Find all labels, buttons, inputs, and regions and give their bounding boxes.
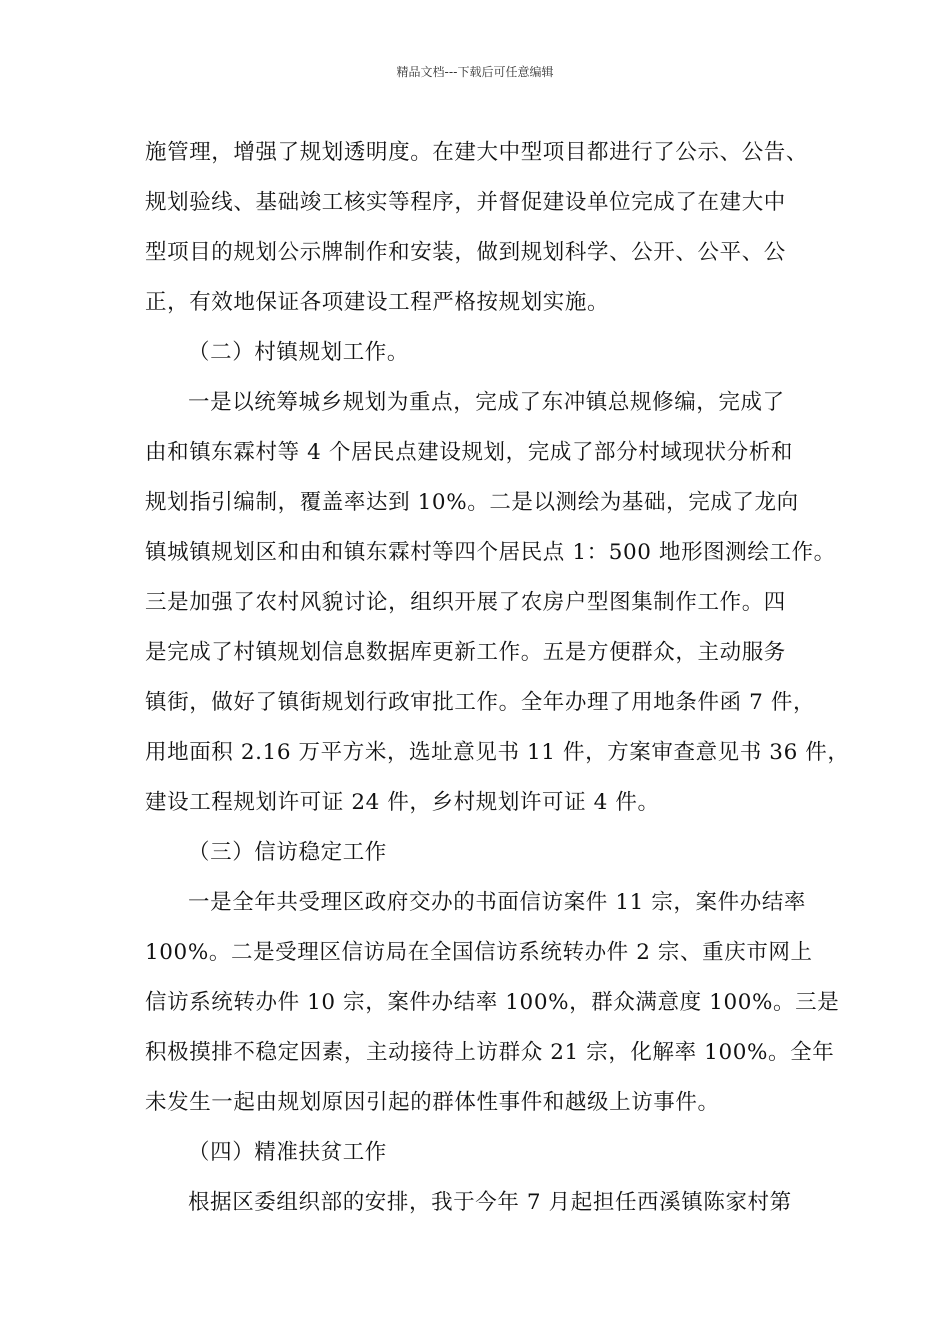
page-header: 精品文档---下载后可任意编辑	[396, 65, 554, 79]
text-line: 施管理，增强了规划透明度。在建大中型项目都进行了公示、公告、	[145, 140, 809, 165]
text-line: 根据区委组织部的安排，我于今年 7 月起担任西溪镇陈家村第	[188, 1190, 792, 1215]
text-line: 型项目的规划公示牌制作和安装，做到规划科学、公开、公平、公	[145, 240, 786, 265]
text-line: 三是加强了农村风貌讨论，组织开展了农房户型图集制作工作。四	[145, 590, 786, 615]
text-line: 未发生一起由规划原因引起的群体性事件和越级上访事件。	[145, 1090, 720, 1115]
text-line: （四）精准扶贫工作	[188, 1140, 387, 1165]
text-line: 积极摸排不稳定因素，主动接待上访群众 21 宗，化解率 100%。全年	[145, 1040, 835, 1065]
text-line: 镇城镇规划区和由和镇东霖村等四个居民点 1：500 地形图测绘工作。	[145, 540, 836, 565]
document-body	[145, 128, 850, 1228]
text-line: 用地面积 2.16 万平方米，选址意见书 11 件，方案审查意见书 36 件，	[145, 740, 850, 765]
text-line: 是完成了村镇规划信息数据库更新工作。五是方便群众，主动服务	[145, 640, 786, 665]
text-line: 由和镇东霖村等 4 个居民点建设规划，完成了部分村域现状分析和	[145, 440, 793, 465]
text-line: 镇街，做好了镇街规划行政审批工作。全年办理了用地条件函 7 件，	[145, 690, 816, 715]
text-line: 正，有效地保证各项建设工程严格按规划实施。	[145, 290, 610, 315]
text-line: 信访系统转办件 10 宗，案件办结率 100%，群众满意度 100%。三是	[145, 990, 840, 1015]
text-line: 规划指引编制，覆盖率达到 10%。二是以测绘为基础，完成了龙向	[145, 490, 799, 515]
text-line: （三）信访稳定工作	[188, 840, 387, 865]
text-line: 一是全年共受理区政府交办的书面信访案件 11 宗，案件办结率	[188, 890, 807, 915]
text-line: 建设工程规划许可证 24 件，乡村规划许可证 4 件。	[145, 790, 660, 815]
text-line: 规划验线、基础竣工核实等程序，并督促建设单位完成了在建大中	[145, 190, 786, 215]
text-line: （二）村镇规划工作。	[188, 340, 410, 365]
text-line: 一是以统筹城乡规划为重点，完成了东冲镇总规修编，完成了	[188, 390, 785, 415]
text-line: 100%。二是受理区信访局在全国信访系统转办件 2 宗、重庆市网上	[145, 940, 813, 965]
